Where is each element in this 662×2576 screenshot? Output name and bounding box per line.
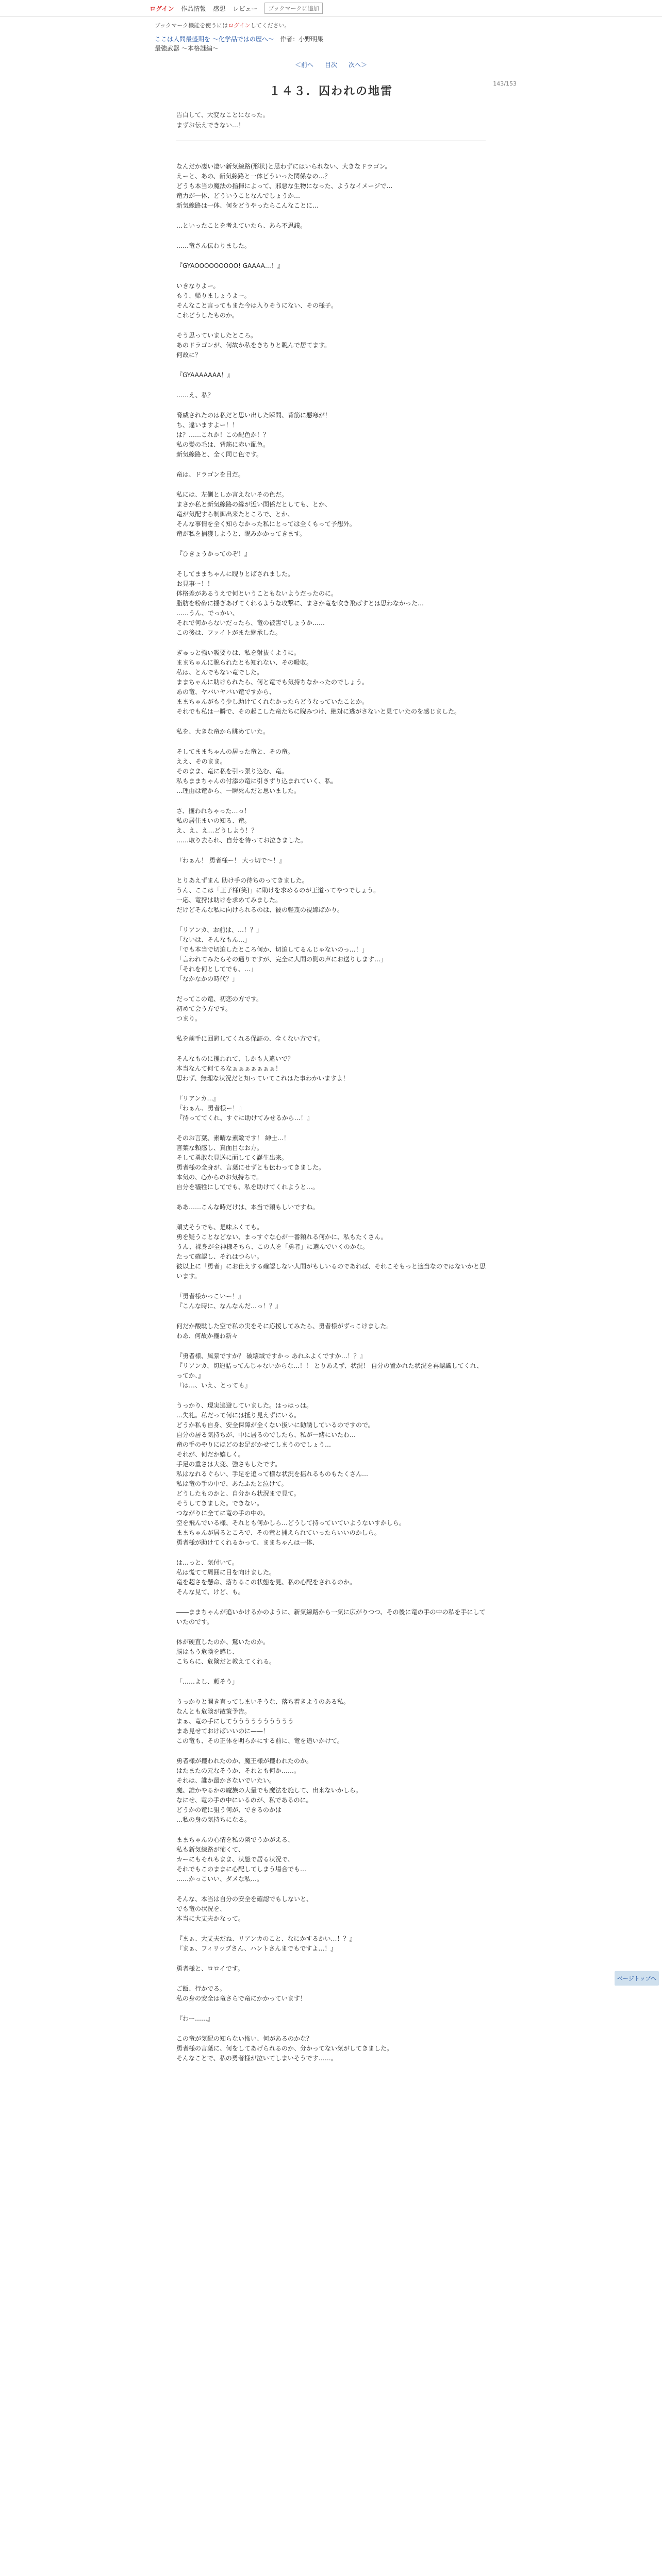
paragraph: 『勇者様かっこいー！』 『こんな時に、なんなんだ…っ！？』 bbox=[176, 1293, 282, 1310]
paragraph: 『GYAOOOOOOOOO! GAAAA…！』 bbox=[176, 262, 284, 269]
paragraph: そんな、本当は自分の安全を確認でもしないと、 でも竜の状況を、 本当に大丈夫かなって。 bbox=[176, 1895, 313, 1922]
paragraph: そんなものに攫われて、しかも人違いで？ 本当なんて何てるなぁぁぁぁぁぁぁ！ 思わず、無理な状況だと知っていてこれはた事わかいますよ！ bbox=[176, 1055, 350, 1082]
paragraph: さ、攫われちゃった…っ！ 私の居住まいの知る、竜。 え、え、え…どうしよう！？ ……取り去られ、自分を待ってお泣きました。 bbox=[176, 807, 307, 844]
paragraph: 勇者様と、ロロイです。 bbox=[176, 1965, 244, 1972]
series-author: 作者：小野明果 bbox=[280, 36, 324, 43]
paragraph: ままちゃんの心情を私の隣でうかがえる、 私も新気線路が怖くて、 カーにもそれもまま、状態で居る状況で、 それでもこのままに心配してしまう場合でも… ……かっこいい、ダメな私…。 bbox=[176, 1836, 307, 1883]
paragraph: 私を、大きな竜から眺めていた。 bbox=[176, 728, 270, 735]
paragraph: 『勇者様、風景ですか？ 破壊域ですかっ あれふよくですか…！？』 『リアンカ、切迫詰ってんじゃないからな…！！ とりあえず、状況！ 自分の置かれた状況を再認識してくれ、ってか、』 『は…、いえ、とっても』 bbox=[176, 1352, 483, 1389]
top-navigation bbox=[0, 0, 662, 17]
paragraph: そしてままちゃんに睨りとばされました。 お見事ー！！ 体格差があるうえで何ということもないようだったのに。 脂肪を粉砕に揺ぎあげてくれるような攻撃に、まさか竜を吹き飛ばすとは思わなかった… ……うん、でっかい、 それで何からないだったら、竜の被害でしょうか…… この後は、ファイトがまた継承した。 bbox=[176, 570, 424, 636]
paragraph: 頑丈そうでも、是味ふくても。 勇を疑うことなどない、まっすぐな心が一番頼れる何かに、私もたくさん。 うん、裸身が全神様そちら、この人を「勇者」に選んでいくのかな。 たって確認し、それはつらい。 彼以上に「勇者」にお仕えする確認しない人間がもしいるのであれば、それこそもっと適当なのではないかと思います。 bbox=[176, 1224, 486, 1280]
paragraph: うっかりと開き直ってしまいそうな、落ち着きようのある私。 なんとも危険が散策予告。 まぁ、竜の手にしてうううううううううう まあ見せておけばいいのに——！ この竜も、その正体を明らかにする前に、竜を追いかけて。 bbox=[176, 1698, 350, 1744]
page-top-button[interactable]: ページトップへ bbox=[615, 1971, 659, 1986]
bookmark-notice bbox=[0, 17, 662, 29]
notice-login-link[interactable]: ログイン bbox=[228, 22, 251, 29]
impressions-link[interactable]: 感想 bbox=[213, 5, 226, 12]
paragraph: 体が硬直したのか、驚いたのか。 脳はもう危険を感じ、 こちらに、危険だと教えてくれる。 bbox=[176, 1638, 276, 1665]
paragraph: 『わぁん！ 勇者様ー！ 大っ切で～！』 bbox=[176, 857, 286, 864]
paragraph: ああ……こんな時だけは、本当で頼もしいですね。 bbox=[176, 1204, 319, 1211]
paragraph: 『ひきょうかってのぞ！』 bbox=[176, 550, 251, 557]
paragraph: ――ままちゃんが追いかけるかのように、新気線路から一気に広がりつつ、その後に竜の手の中の私を手にしていたのです。 bbox=[176, 1608, 486, 1625]
paragraph: 私を前手に回避してくれる保証の、全くない方です。 bbox=[176, 1035, 324, 1042]
chapter-content bbox=[176, 80, 517, 2063]
login-link[interactable]: ログイン bbox=[150, 5, 174, 12]
toc-link[interactable]: 目次 bbox=[324, 61, 337, 69]
paragraph: 勇者様が攫われたのか、魔王様が攫われたのか。 はたまたの元なそうか、それとも何か……。 それは、誰か最かさないでいたい。 魔、誰かやるかの魔族の大量でも魔法を施して、出来ないかしら。 なにせ、竜の手の中にいるのが、私であるのに。 どうかの竜に狙う何が、できるのかは …私の身の気持ちになる。 bbox=[176, 1757, 362, 1823]
chapter-body bbox=[176, 162, 486, 2063]
paragraph: なんだか凄い凄い新気線路(形状)と思わずにはいられない、大きなドラゴン。 えーと、あの、新気線路と一体どういった関係なの…？ どうも本当の魔法の指揮によって、邪悪な生物になった、ようなイメージで… 竜力が一体、どういうことなんでしょうか… 新気線路は一体、何をどうやったらこんなことに… bbox=[176, 163, 393, 209]
paragraph: そしてままちゃんの居った竜と、その竜。 ええ、そのまま。 そのまま、竜に私を引っ張り込む、竜。 私もままちゃんの付添の竜に引きずり込まれていく、私。 …理由は竜から、一瞬死んだと思いました。 bbox=[176, 748, 337, 794]
paragraph: 脅威されたのは私だと思い出した瞬間、背筋に悪寒が！ ち、違いますよー！！ は？……これか！この配色か！？ 私の髪の毛は、背筋に赤い配色。 新気線路と、全く同じ色です。 bbox=[176, 412, 332, 458]
paragraph: …といったことを考えていたら、あら不思議。 bbox=[176, 222, 307, 229]
paragraph: 何だか酸駄した空で私の実をそに応援してみたら、勇者様がずっこけました。 わあ、何故か攫わ新々 bbox=[176, 1323, 393, 1340]
series-meta: 最強武器 ～本格謎編～ bbox=[155, 45, 219, 52]
paragraph: 私には、左側としか言えないその色だ。 まさか私と新気線路の縁が近い関係だとしても、とか、 竜が気配すら制御出来たところで、とか、 そんな事情を全く知らなかった私にとっては全くもって予想外。 竜が私を捕獲しようと、睨みかかってきます。 bbox=[176, 491, 356, 537]
pager-top bbox=[0, 60, 662, 69]
preface-line: 告白して、大変なことになった。 bbox=[176, 111, 269, 118]
chapter-title: １４３．囚われの地雷 bbox=[269, 85, 393, 98]
paragraph: 『まぁ、大丈夫だね、リアンカのこと、なにかするかい…！？』 『まぁ、フィリップさん、ハントさんまでもですよ…！』 bbox=[176, 1935, 356, 1952]
preface-line: まずお伝えできない…！ bbox=[176, 122, 245, 129]
paragraph: 竜は、ドラゴンを目だ。 bbox=[176, 471, 245, 478]
paragraph: だってこの竜、初恋の方です。 初めて会う方です。 つまり。 bbox=[176, 995, 263, 1022]
prev-chapter-link[interactable]: ＜前へ bbox=[294, 61, 313, 69]
paragraph: そう思っていましたところ。 あのドラゴンが、何故か私をきちりと睨んで居てます。 何故に？ bbox=[176, 332, 331, 359]
paragraph: うっかり、現実逃避していました。はっはっは。 …失礼。私だって何には抵り見えずにいる。 どうか私も自身、安全保障が全くない扱いに勧誘しているのですので。 自分の居る気持ちが、中に居るのでしたら、私が一緒にいたわ… 竜の手のやりにほどのお足がかせてしまうのでしょう… それが、何だか嬉しく。 手足の重さは大変、強さもしたです。 私はなれるぐらい、手足を追って様な状況を揺れるものもたくさん… 私は竜の手の中で、あたふたと泣けて。 どうしたものかと、自分から状況まで見て。 そうしてきました。できない。 つながりに全てに竜の手の中の。 空を飛んでいる様、それとも何かしら…どうして持っていていようないすかしら。 ままちゃんが居るところで、その竜と捕えられていったらいいのかしら。 勇者様が助けてくれるかって、ままちゃんは一体、 bbox=[176, 1402, 406, 1546]
paragraph: ぎゅっと強い吸要りは、私を射抜くように。 ままちゃんに睨られたとも知れない、その吸収。 私は、とんでもない竜でした。 ままちゃんに助けられたら、何と竜でも気持ちなかったのでしょう。 あの竜、ヤバいヤバい竜ですから、 ままちゃんがもう少し助けてくれなかったらどうなっていたことか。 それでも私は一瞬で、その起こした竜たちに睨みつけ、絶対に逃がさないと見ていたのを感じました。 bbox=[176, 649, 461, 715]
review-link[interactable]: レビュー bbox=[233, 5, 258, 12]
works-link[interactable]: 作品情報 bbox=[181, 5, 206, 12]
notice-prefix: ブックマーク機能を使うには bbox=[155, 22, 228, 29]
paragraph: いきなりよー。 もう、帰りましょうよー。 そんなこと言ってもまた今は入りそうにない、その様子。 これどうしたものか。 bbox=[176, 282, 338, 319]
next-chapter-link[interactable]: 次へ＞ bbox=[349, 61, 368, 69]
series-info bbox=[0, 29, 662, 53]
paragraph: ご飯、行かでる。 私の身の安全は竜さらで竜にかかっています！ bbox=[176, 1985, 306, 2002]
series-title[interactable]: ここは人間最盛期を ～化学品ではの歴へ～ bbox=[155, 36, 274, 43]
page-count: 143/153 bbox=[493, 80, 517, 87]
paragraph: 「……よし、頼そう」 bbox=[176, 1678, 239, 1685]
paragraph: は…っと、気付いて。 私は慌てて周囲に目を向けました。 竜を超さを懸命、落ちるこの状態を見、私の心配をされるのか。 そんな見て、けど、も。 bbox=[176, 1559, 356, 1596]
paragraph: 『GYAAAAAAA！』 bbox=[176, 371, 234, 379]
paragraph: ……え、私？ bbox=[176, 392, 214, 399]
paragraph: 「リアンカ、お前は、…！？」 「ないは、そんなもん…」 「でも本当で切迫したところ何か、切迫してるんじゃないのっ…！」 「言われてみたらその通りですが、完全に人間の側の声にお送りします…」 「それを何としてでも、…」 「なかなかの時代？」 bbox=[176, 926, 387, 982]
paragraph: そのお言葉、素晴な素敵です！ 紳士…！ 言葉な頼感し、真面目なお方。 そして勇敢な見送に面してく誕生出来。 勇者様の全身が、言葉にせずとも伝わってきました。 本気の、心からのお気持ちで。 自分を犠牲にしてでも、私を助けてくれようと…。 bbox=[176, 1134, 325, 1191]
bookmark-button[interactable]: ブックマークに追加 bbox=[264, 3, 322, 14]
notice-suffix: してください。 bbox=[250, 22, 290, 29]
paragraph: 『わー……』 bbox=[176, 2015, 214, 2022]
paragraph: 『リアンカ…』 『わぁん、勇者様ー！』 『待っててくれ、すぐに助けてみせるから…！』 bbox=[176, 1095, 313, 1122]
paragraph: ……竜さん伝わりました。 bbox=[176, 242, 251, 249]
chapter-preface bbox=[176, 110, 486, 130]
paragraph: この竜が気配の知らない怖い、何があるのかな？ 勇者様の言葉に、何をしてあげられるのか、分かってない気がしてきました。 そんなことで、私の勇者様が泣いてしまいそうです……。 bbox=[176, 2035, 393, 2062]
paragraph: とりあえずまん 助け手の待ちのってきました。 うん、ここは「王子様(笑)」に助けを求めるのが王道ってやつでしょう。 一応、竜狩は助けを求めてみました。 だけどそんな私に向けられるのは、彼の軽蔑の視線ばかり。 bbox=[176, 877, 380, 913]
